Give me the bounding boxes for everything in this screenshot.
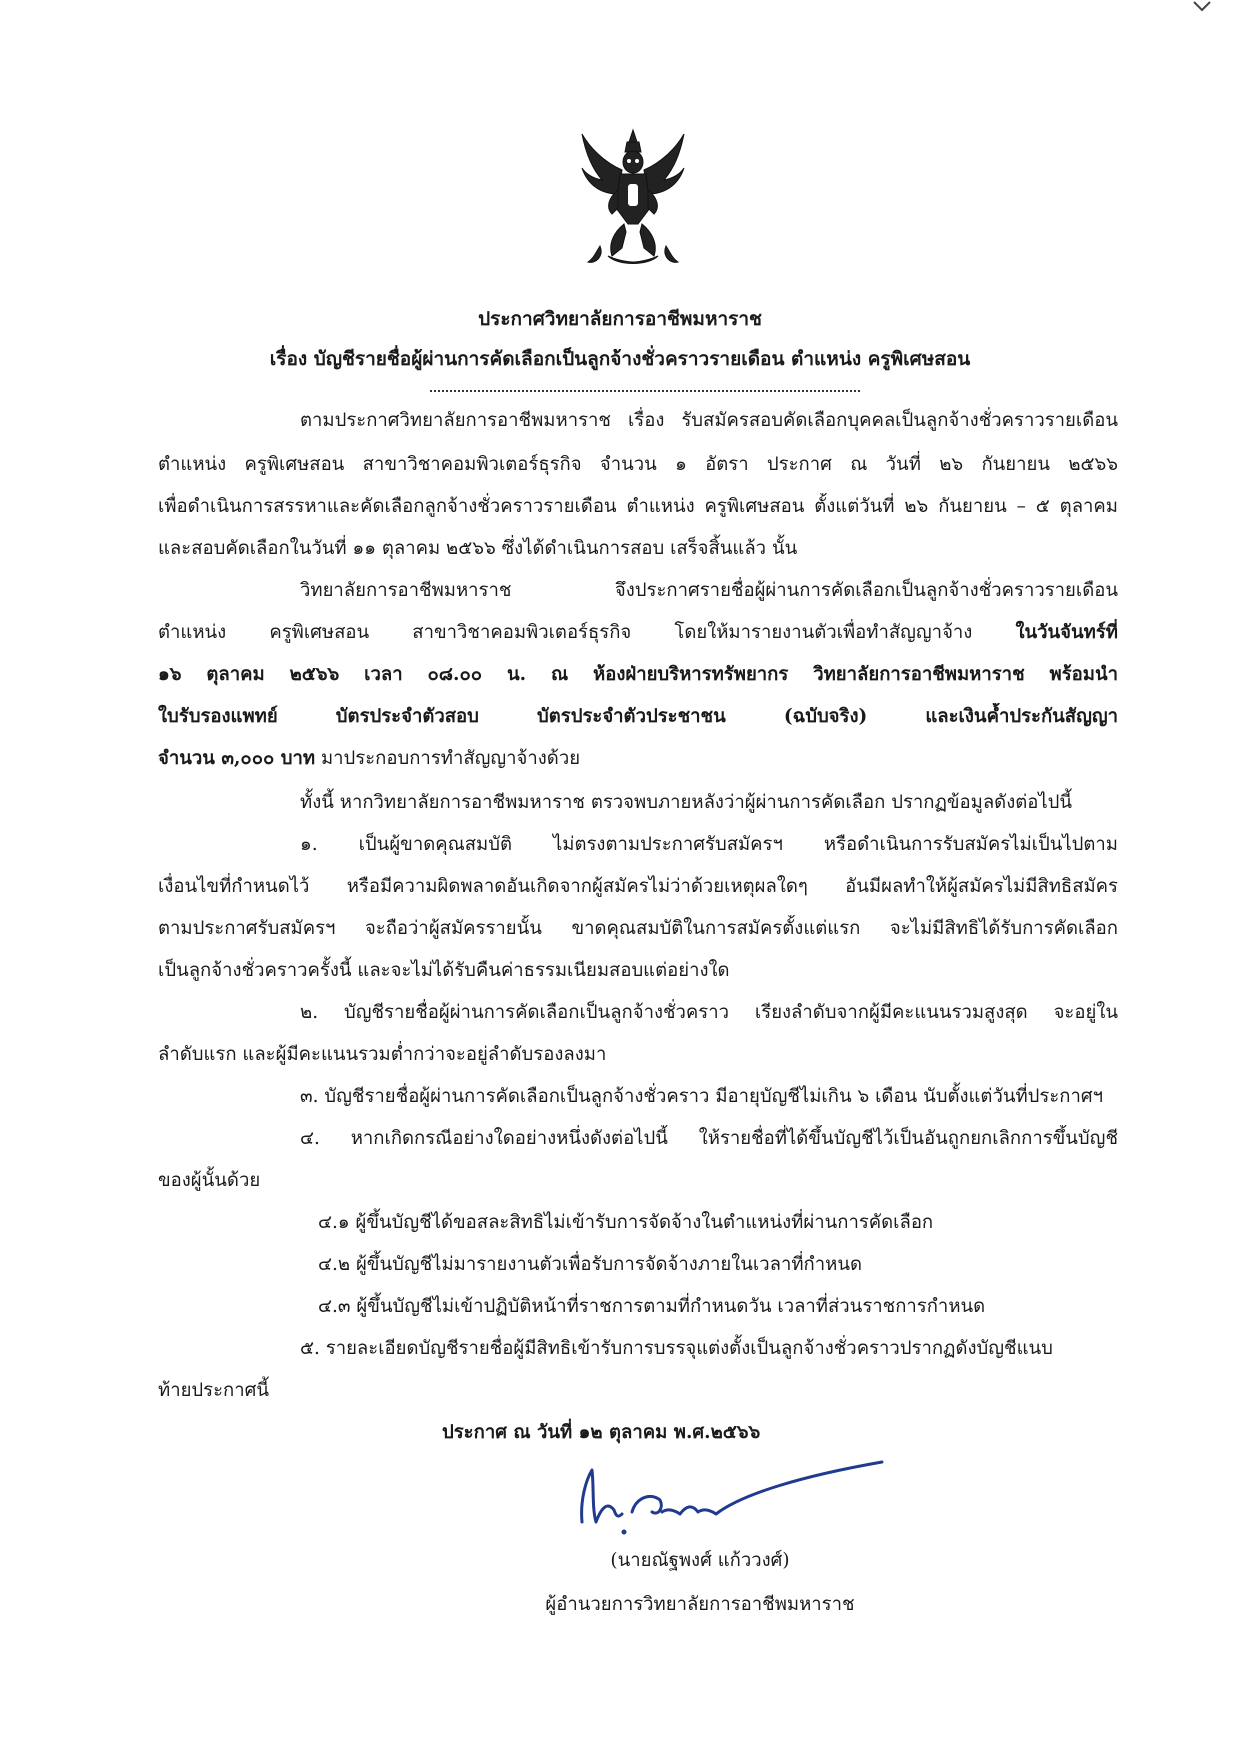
- para2-line-2-text: ตำแหน่ง ครูพิเศษสอน สาขาวิชาคอมพิวเตอร์ธุรกิจ โดยให้มารายงานตัวเพื่อทำสัญญาจ้าง: [158, 622, 1016, 643]
- announce-date: ประกาศ ณ วันที่ ๑๒ ตุลาคม พ.ศ.๒๕๖๖: [442, 1422, 761, 1443]
- para2-line-3: ๑๖ ตุลาคม ๒๕๖๖ เวลา ๐๘.๐๐ น. ณ ห้องฝ่ายบริหารทรัพยากร วิทยาลัยการอาชีพมหาราช พร้อมนำ: [158, 664, 1118, 685]
- para1-line-4: และสอบคัดเลือกในวันที่ ๑๑ ตุลาคม ๒๕๖๖ ซึ่งได้ดำเนินการสอบ เสร็จสิ้นแล้ว นั้น: [158, 538, 798, 559]
- para1-line-2: ตำแหน่ง ครูพิเศษสอน สาขาวิชาคอมพิวเตอร์ธุรกิจ จำนวน ๑ อัตรา ประกาศ ณ วันที่ ๒๖ กันยายน ๒๕๖๖: [158, 454, 1118, 475]
- announcement-subject: เรื่อง บัญชีรายชื่อผู้ผ่านการคัดเลือกเป็นลูกจ้างชั่วคราวรายเดือน ตำแหน่ง ครูพิเศษสอน: [269, 348, 971, 370]
- announcement-title: ประกาศวิทยาลัยการอาชีพมหาราช: [478, 308, 762, 330]
- item4-line-1: ๔. หากเกิดกรณีอย่างใดอย่างหนึ่งดังต่อไปนี้ ให้รายชื่อที่ได้ขึ้นบัญชีไว้เป็นอันถูกยกเลิกการขึ้นบัญชี: [300, 1128, 1118, 1149]
- para2-line-5-text: มาประกอบการทำสัญญาจ้างด้วย: [315, 748, 581, 769]
- item2-line-1: ๒. บัญชีรายชื่อผู้ผ่านการคัดเลือกเป็นลูกจ้างชั่วคราว เรียงลำดับจากผู้มีคะแนนรวมสูงสุด จะอยู่ใน: [300, 1002, 1118, 1023]
- item4-sub-2: ๔.๒ ผู้ขึ้นบัญชีไม่มารายงานตัวเพื่อรับการจัดจ้างภายในเวลาที่กำหนด: [318, 1254, 862, 1275]
- para2-line-2: [158, 619, 1118, 647]
- item3-line: ๓. บัญชีรายชื่อผู้ผ่านการคัดเลือกเป็นลูกจ้างชั่วคราว มีอายุบัญชีไม่เกิน ๖ เดือน นับตั้งแต่วันที่ประกาศฯ: [300, 1086, 1104, 1107]
- item4-line-2: ของผู้นั้นด้วย: [158, 1170, 261, 1191]
- item1-line-3: ตามประกาศรับสมัครฯ จะถือว่าผู้สมัครรายนั้น ขาดคุณสมบัติในการสมัครตั้งแต่แรก จะไม่มีสิทธิได้รับการคัดเลือก: [158, 918, 1118, 939]
- item1-line-1: ๑. เป็นผู้ขาดคุณสมบัติ ไม่ตรงตามประกาศรับสมัครฯ หรือดำเนินการรับสมัครไม่เป็นไปตาม: [300, 834, 1118, 855]
- item1-line-4: เป็นลูกจ้างชั่วคราวครั้งนี้ และจะไม่ได้รับคืนค่าธรรมเนียมสอบแต่อย่างใด: [158, 960, 730, 981]
- item2-line-2: ลำดับแรก และผู้มีคะแนนรวมต่ำกว่าจะอยู่ลำดับรองลงมา: [158, 1044, 607, 1065]
- para2-line-4: ใบรับรองแพทย์ บัตรประจำตัวสอบ บัตรประจำตัวประชาชน (ฉบับจริง) และเงินค้ำประกันสัญญา: [158, 706, 1118, 727]
- item4-sub-1: ๔.๑ ผู้ขึ้นบัญชีได้ขอสละสิทธิไม่เข้ารับการจัดจ้างในตำแหน่งที่ผ่านการคัดเลือก: [318, 1212, 934, 1233]
- item1-line-2: เงื่อนไขที่กำหนดไว้ หรือมีความผิดพลาดอันเกิดจากผู้สมัครไม่ว่าด้วยเหตุผลใดๆ อันมีผลทำให้ผู้สมัครไม่มีสิทธิสมัคร: [158, 876, 1118, 897]
- signer-name: (นายณัฐพงศ์ แก้ววงศ์): [610, 1550, 790, 1571]
- item5-line-1: ๕. รายละเอียดบัญชีรายชื่อผู้มีสิทธิเข้ารับการบรรจุแต่งตั้งเป็นลูกจ้างชั่วคราวปรากฏดังบัญชีแนบ: [300, 1338, 1053, 1359]
- signature-image: [572, 1452, 892, 1542]
- dotted-divider: [430, 390, 860, 392]
- item4-sub-3: ๔.๓ ผู้ขึ้นบัญชีไม่เข้าปฏิบัติหน้าที่ราชการตามที่กำหนดวัน เวลาที่ส่วนราชการกำหนด: [318, 1296, 986, 1317]
- para1-line-3: เพื่อดำเนินการสรรหาและคัดเลือกลูกจ้างชั่วคราวรายเดือน ตำแหน่ง ครูพิเศษสอน ตั้งแต่วันที่ ๒๖ กันยายน – ๕ ตุลาคม: [158, 496, 1118, 517]
- corner-mark: [1192, 0, 1212, 14]
- signer-title: ผู้อำนวยการวิทยาลัยการอาชีพมหาราช: [545, 1594, 855, 1615]
- para2-line-5: [158, 745, 580, 773]
- para2-line-2-bold: ในวันจันทร์ที่: [1015, 622, 1118, 643]
- para1-line-1: ตามประกาศวิทยาลัยการอาชีพมหาราช เรื่อง รับสมัครสอบคัดเลือกบุคคลเป็นลูกจ้างชั่วคราวรายเดือน: [300, 410, 1118, 431]
- garuda-emblem-icon: [578, 128, 688, 270]
- para3-intro: ทั้งนี้ หากวิทยาลัยการอาชีพมหาราช ตรวจพบภายหลังว่าผู้ผ่านการคัดเลือก ปรากฏข้อมูลดังต่อไปนี้: [300, 792, 1073, 813]
- para2-line-1: วิทยาลัยการอาชีพมหาราช จึงประกาศรายชื่อผู้ผ่านการคัดเลือกเป็นลูกจ้างชั่วคราวรายเดือน: [300, 580, 1118, 601]
- item5-line-2: ท้ายประกาศนี้: [158, 1380, 270, 1401]
- para2-line-5-bold: จำนวน ๓,๐๐๐ บาท: [158, 748, 316, 769]
